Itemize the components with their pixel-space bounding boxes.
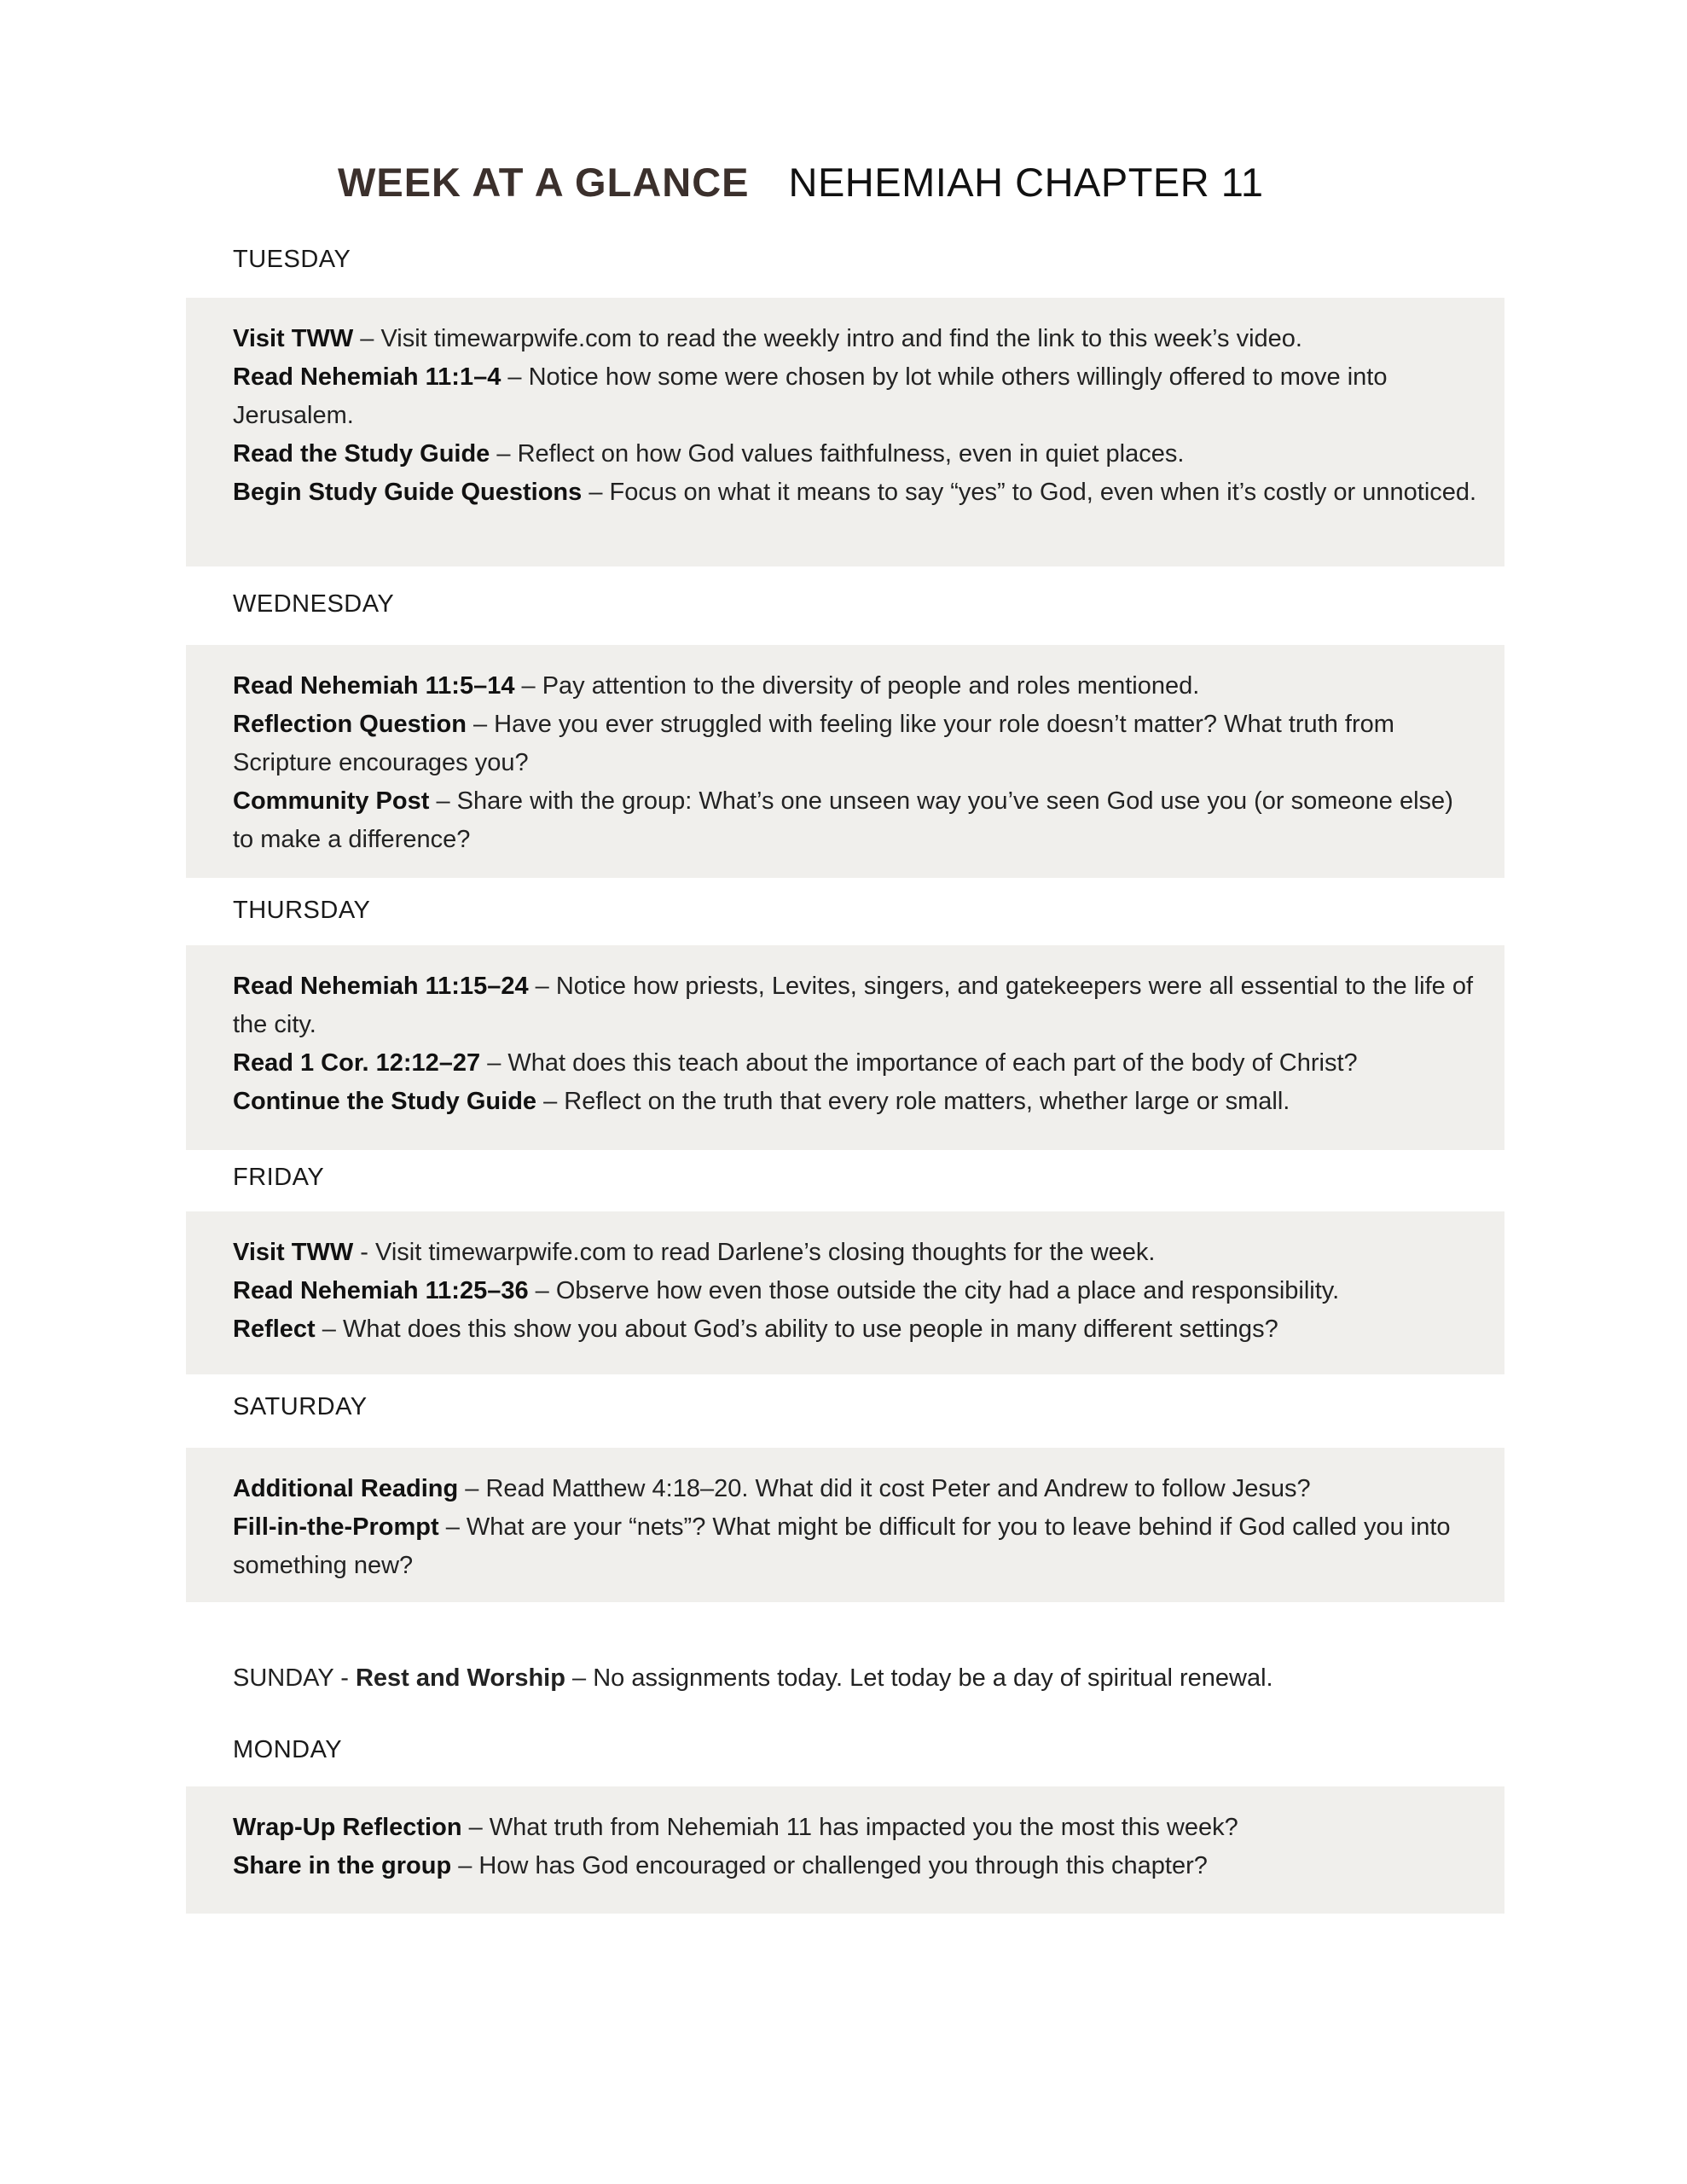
item-label: Read Nehemiah 11:15–24 <box>233 973 529 1000</box>
title-chapter: NEHEMIAH CHAPTER 11 <box>788 160 1264 205</box>
sunday-day-label: SUNDAY - <box>233 1664 356 1692</box>
item-text: – Notice how some were chosen by lot while others willingly offered to move into Jerusalem. <box>233 363 1388 429</box>
item-text: – Have you ever struggled with feeling like your role doesn’t matter? What truth from Scripture encourages you? <box>233 711 1394 776</box>
list-item <box>233 1272 1479 1310</box>
day-box-thursday <box>186 945 1504 1150</box>
list-item <box>233 1044 1479 1083</box>
item-text: – How has God encouraged or challenged you through this chapter? <box>451 1852 1208 1879</box>
item-label: Visit TWW <box>233 325 354 352</box>
day-heading-saturday: SATURDAY <box>233 1393 368 1420</box>
item-label: Additional Reading <box>233 1475 459 1502</box>
list-item <box>233 320 1479 358</box>
item-text: – What are your “nets”? What might be difficult for you to leave behind if God called you into something new? <box>233 1513 1451 1579</box>
title-week-at-a-glance: WEEK AT A GLANCE <box>338 160 750 205</box>
day-box-monday <box>186 1786 1504 1914</box>
item-label: Continue the Study Guide <box>233 1088 537 1115</box>
item-label: Reflection Question <box>233 711 467 738</box>
list-item <box>233 1470 1479 1508</box>
list-item <box>233 1847 1479 1885</box>
item-text: – Focus on what it means to say “yes” to God, even when it’s costly or unnoticed. <box>582 479 1477 506</box>
item-label: Read Nehemiah 11:5–14 <box>233 672 515 700</box>
item-text: – What does this teach about the importance of each part of the body of Christ? <box>480 1049 1358 1077</box>
list-item <box>233 782 1479 859</box>
item-label: Begin Study Guide Questions <box>233 479 583 506</box>
item-label: Visit TWW <box>233 1239 354 1266</box>
item-label: Read 1 Cor. 12:12–27 <box>233 1049 481 1077</box>
item-text: – Visit timewarpwife.com to read the weekly intro and find the link to this week’s video. <box>353 325 1302 352</box>
item-label: Share in the group <box>233 1852 452 1879</box>
item-text: – Share with the group: What’s one unseen way you’ve seen God use you (or someone else) to make a difference? <box>233 787 1453 853</box>
item-text: – Read Matthew 4:18–20. What did it cost Peter and Andrew to follow Jesus? <box>458 1475 1311 1502</box>
item-label: Read Nehemiah 11:25–36 <box>233 1277 529 1304</box>
item-text: – Observe how even those outside the city had a place and responsibility. <box>528 1277 1340 1304</box>
day-box-tuesday <box>186 298 1504 566</box>
day-box-friday <box>186 1211 1504 1374</box>
list-item <box>233 1809 1479 1847</box>
list-item <box>233 435 1479 473</box>
item-text: – Reflect on the truth that every role matters, whether large or small. <box>536 1088 1290 1115</box>
day-heading-tuesday: TUESDAY <box>233 246 351 273</box>
item-label: Wrap-Up Reflection <box>233 1814 462 1841</box>
list-item <box>233 967 1479 1044</box>
page-title <box>338 159 1264 206</box>
day-heading-monday: MONDAY <box>233 1736 343 1763</box>
item-label: Read Nehemiah 11:1–4 <box>233 363 501 391</box>
list-item <box>233 1508 1479 1585</box>
item-label: Community Post <box>233 787 430 815</box>
item-text: – Notice how priests, Levites, singers, and gatekeepers were all essential to the life of the city. <box>233 973 1474 1038</box>
day-heading-wednesday: WEDNESDAY <box>233 590 395 618</box>
list-item <box>233 358 1479 435</box>
list-item <box>233 1234 1479 1272</box>
list-item <box>233 1310 1479 1349</box>
sunday-item-label: Rest and Worship <box>355 1664 565 1692</box>
item-label: Reflect <box>233 1316 316 1343</box>
day-box-wednesday <box>186 645 1504 878</box>
day-heading-friday: FRIDAY <box>233 1164 325 1191</box>
item-text: – Reflect on how God values faithfulness, even in quiet places. <box>490 440 1185 468</box>
item-text: - Visit timewarpwife.com to read Darlene’s closing thoughts for the week. <box>353 1239 1156 1266</box>
item-label: Fill-in-the-Prompt <box>233 1513 439 1541</box>
day-box-saturday <box>186 1448 1504 1602</box>
list-item <box>233 473 1479 512</box>
list-item <box>233 667 1479 706</box>
item-text: – Pay attention to the diversity of people and roles mentioned. <box>514 672 1200 700</box>
item-text: – What truth from Nehemiah 11 has impacted you the most this week? <box>461 1814 1238 1841</box>
list-item <box>233 706 1479 782</box>
item-text: – What does this show you about God’s ability to use people in many different settings? <box>315 1316 1278 1343</box>
day-heading-thursday: THURSDAY <box>233 897 371 924</box>
list-item <box>233 1083 1479 1121</box>
sunday-row <box>233 1659 1273 1698</box>
item-label: Read the Study Guide <box>233 440 490 468</box>
sunday-item-text: – No assignments today. Let today be a day of spiritual renewal. <box>565 1664 1273 1692</box>
